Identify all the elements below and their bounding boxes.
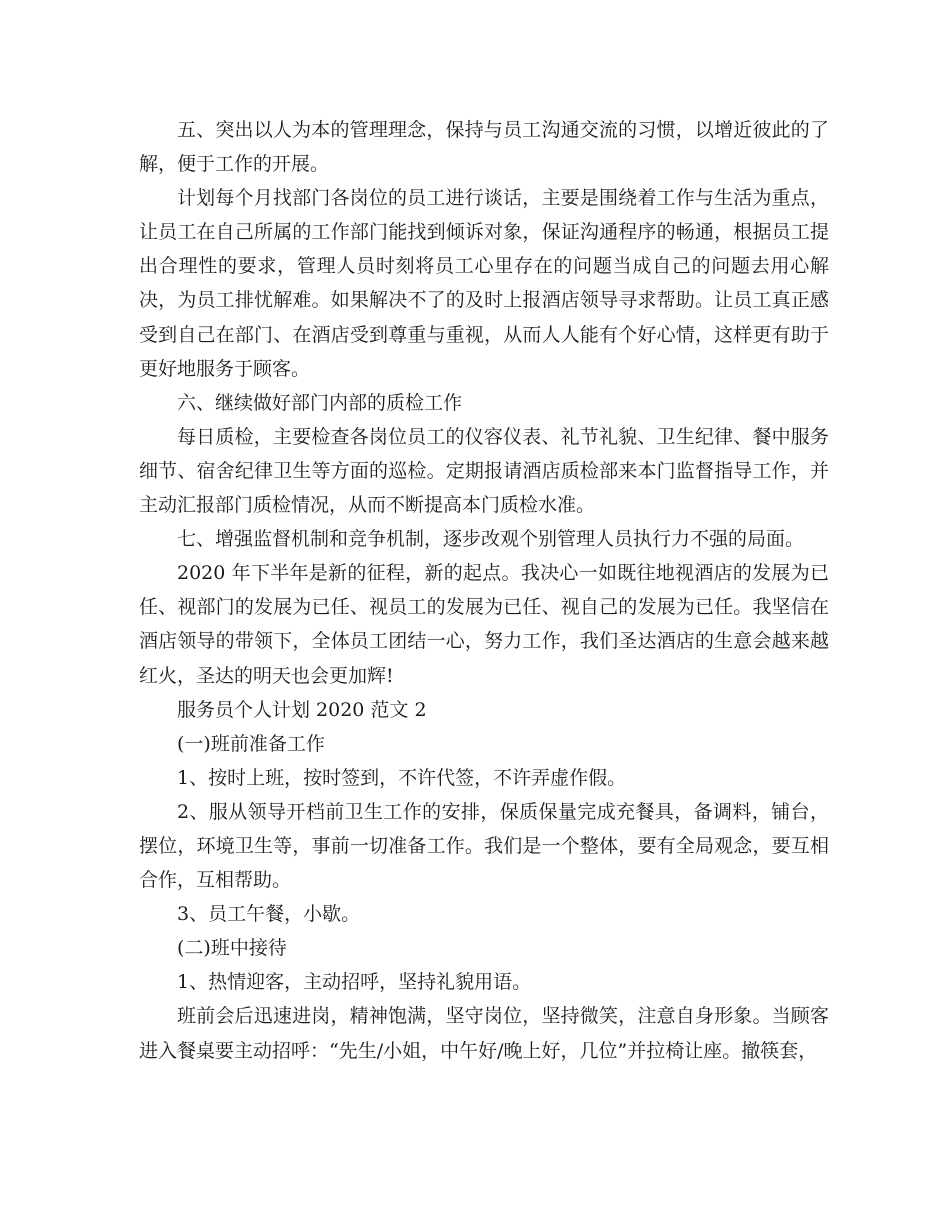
paragraph-section-five-heading: 五、突出以人为本的管理理念，保持与员工沟通交流的习惯，以增近彼此的了解，便于工作的开展。 (139, 119, 829, 176)
paragraph-section-seven-heading: 七、增强监督机制和竞争机制，逐步改观个别管理人员执行力不强的局面。 (177, 528, 805, 551)
paragraph-monthly-talk-plan: 计划每个月找部门各岗位的员工进行谈话，主要是围绕着工作与生活为重点，让员工在自己所属的工作部门能找到倾诉对象，保证沟通程序的畅通，根据员工提出合理性的要求，管理人员时刻将员工心里存在的问题当成自己的问题去用心解决，为员工排忧解难。如果解决不了的及时上报酒店领导寻求帮助。让员工真正感受到自己在部门、在酒店受到尊重与重视，从而人人能有个好心情，这样更有助于更好地服务于顾客。 (139, 187, 829, 380)
paragraph-item-on-time: 1、按时上班，按时签到，不许代签，不许弄虚作假。 (177, 766, 627, 789)
paragraph-post-meeting: 班前会后迅速进岗，精神饱满，坚守岗位，坚持微笑，注意自身形象。当顾客进入餐桌要主动招呼：“先生/小姐，中午好/晚上好，几位”并拉椅让座。撤筷套， (139, 1005, 829, 1062)
paragraph-sample-two-title: 服务员个人计划 2020 范文 2 (177, 698, 427, 721)
document-body (139, 113, 829, 1068)
paragraph-item-staff-lunch: 3、员工午餐，小歇。 (177, 903, 361, 926)
paragraph-in-shift-heading: (二)班中接待 (177, 937, 287, 960)
paragraph-second-half-year: 2020 年下半年是新的征程，新的起点。我决心一如既往地视酒店的发展为已任、视部门的发展为已任、视员工的发展为已任、视自己的发展为已任。我坚信在酒店领导的带领下，全体员工团结一心，努力工作，我们圣达酒店的生意会越来越红火，圣达的明天也会更加辉! (139, 562, 829, 687)
paragraph-item-greet-guests: 1、热情迎客，主动招呼，坚持礼貌用语。 (177, 971, 532, 994)
paragraph-daily-inspection: 每日质检，主要检查各岗位员工的仪容仪表、礼节礼貌、卫生纪律、餐中服务细节、宿舍纪律卫生等方面的巡检。定期报请酒店质检部来本门监督指导工作，并主动汇报部门质检情况，从而不断提高本门质检水准。 (139, 425, 829, 517)
paragraph-item-follow-arrangement: 2、服从领导开档前卫生工作的安排，保质保量完成充餐具，备调料，铺台，摆位，环境卫生等，事前一切准备工作。我们是一个整体，要有全局观念，要互相合作，互相帮助。 (139, 800, 829, 892)
paragraph-section-six-heading: 六、继续做好部门内部的质检工作 (177, 391, 463, 414)
paragraph-pre-shift-heading: (一)班前准备工作 (177, 732, 325, 755)
